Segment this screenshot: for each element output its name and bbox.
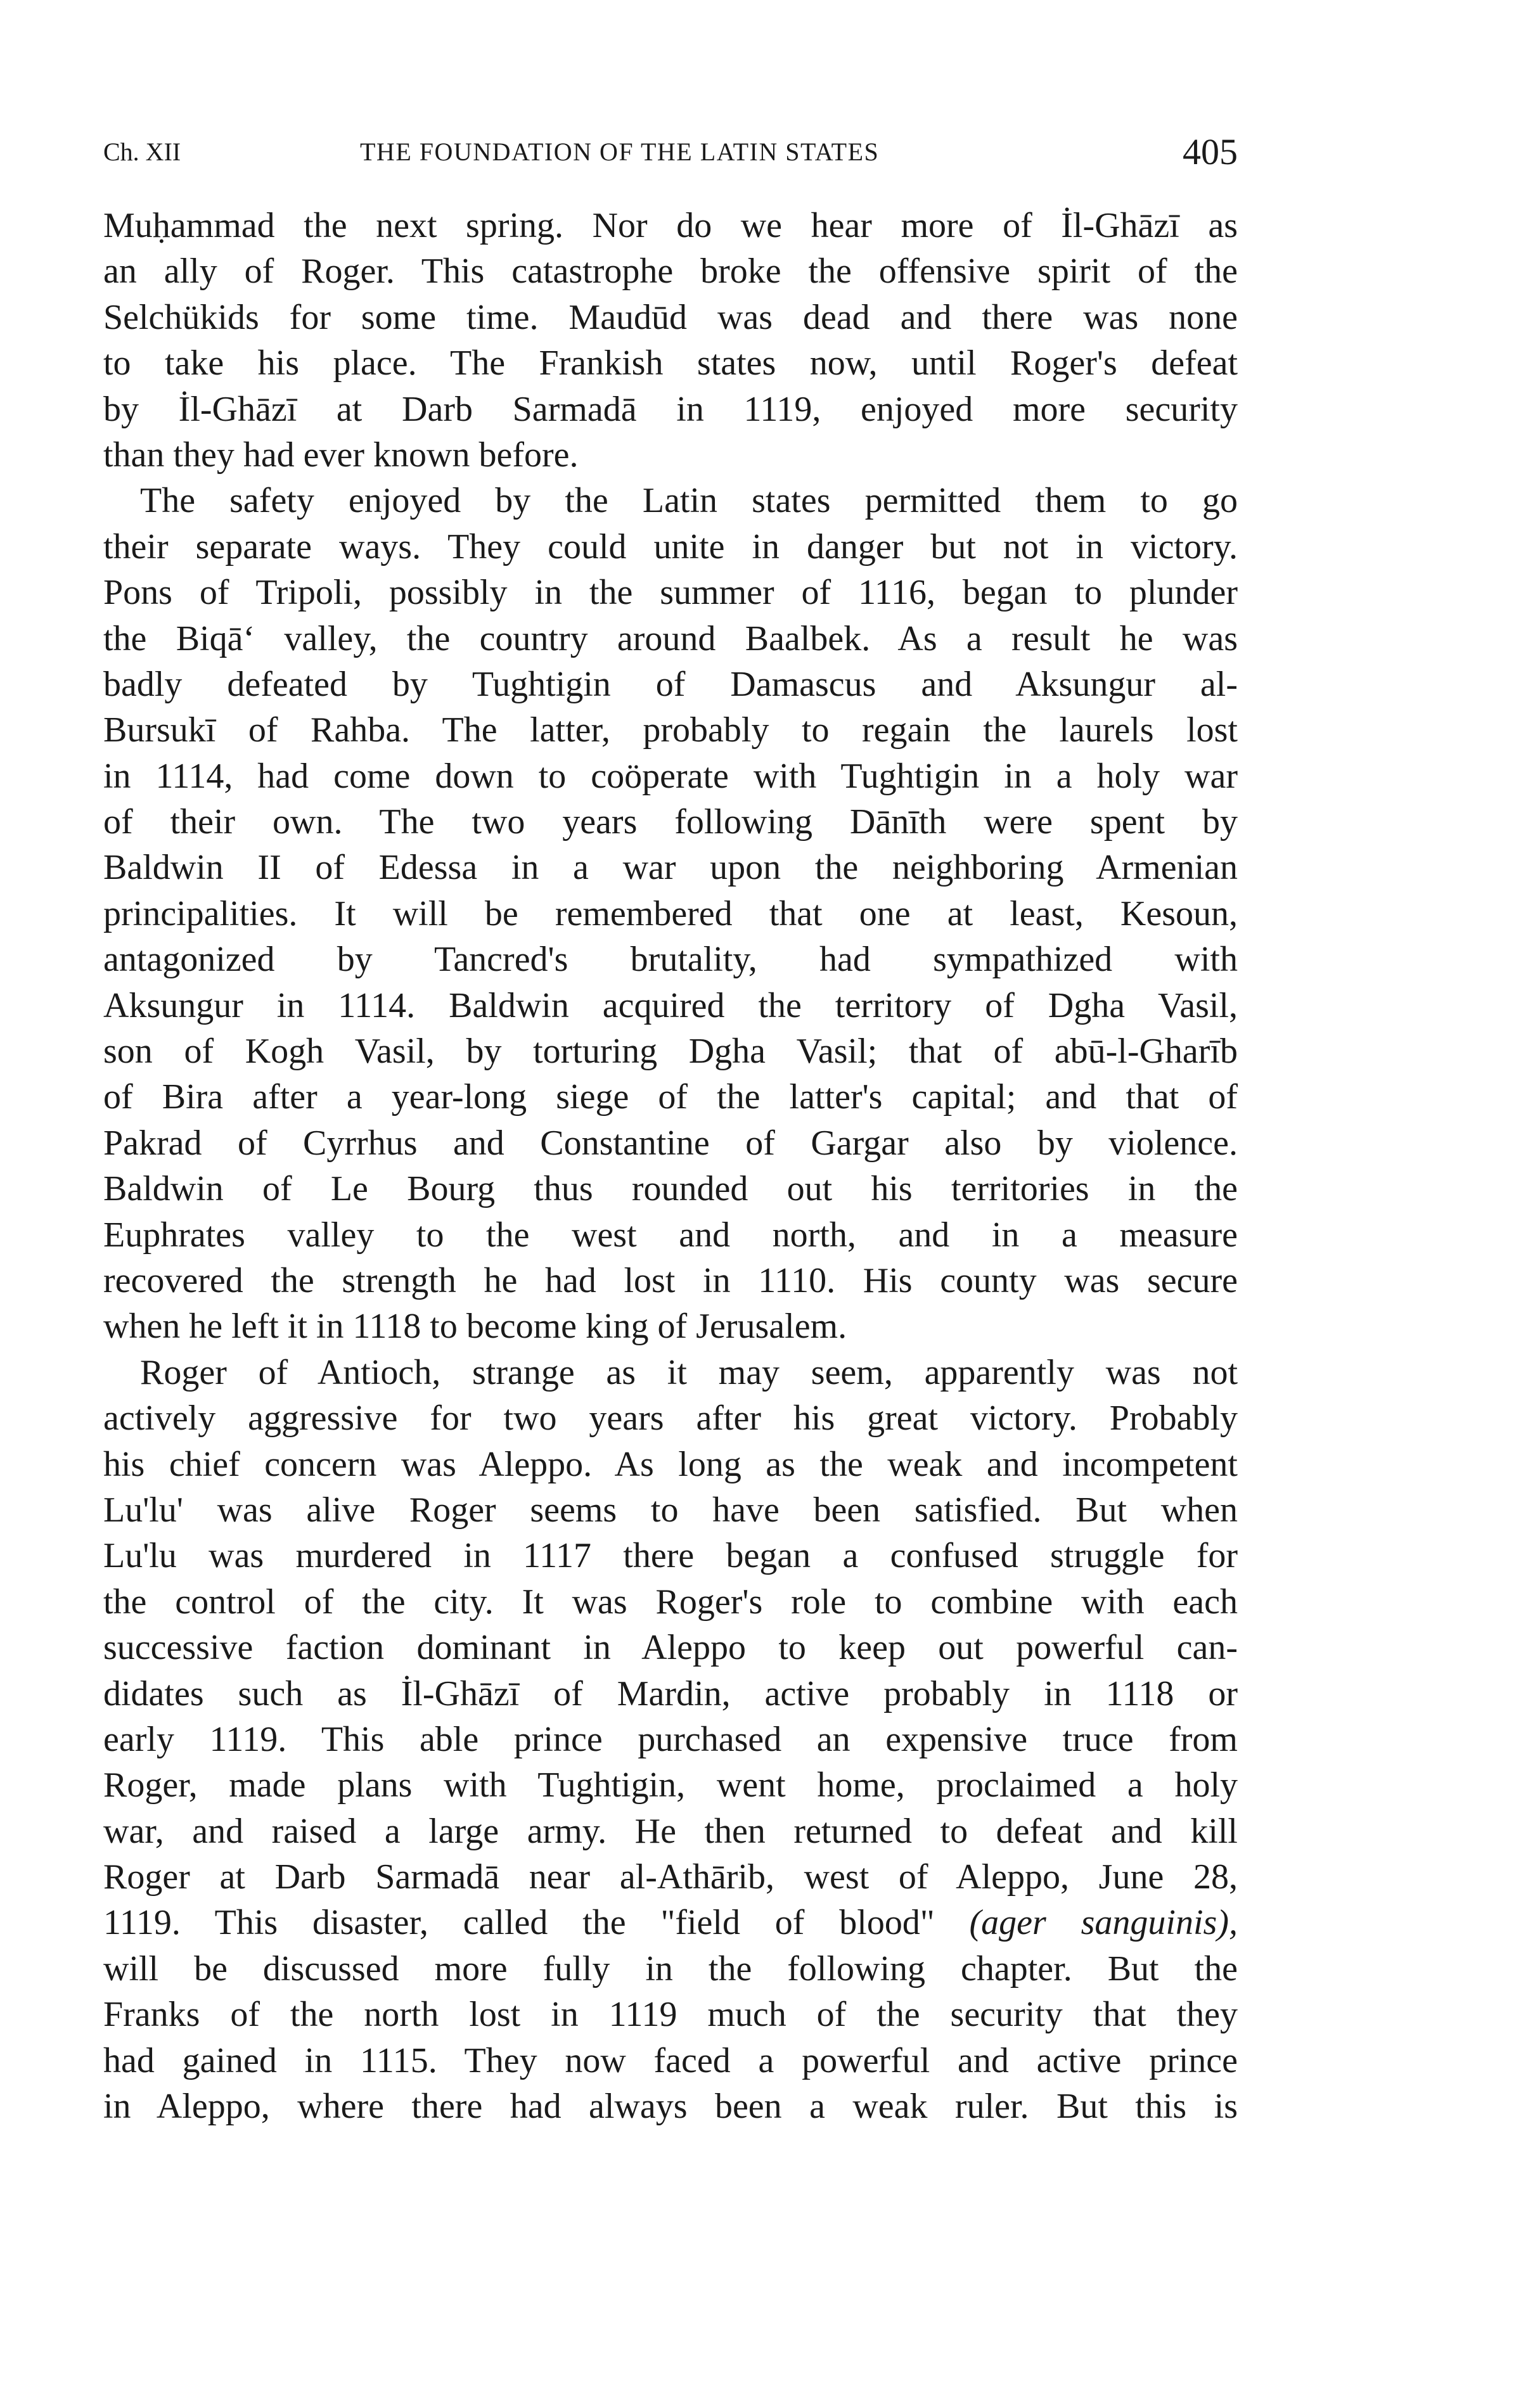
text-line: Baldwin II of Edessa in a war upon the neighboring Armenian xyxy=(103,848,1238,888)
text-line: antagonized by Tancred's brutality, had sympathized with xyxy=(103,940,1238,980)
text-line: Aksungur in 1114. Baldwin acquired the territory of Dgha Vasil, xyxy=(103,985,1238,1025)
text-line: will be discussed more fully in the following chapter. But the xyxy=(103,1949,1238,1989)
text-line: principalities. It will be remembered that one at least, Kesoun, xyxy=(103,893,1238,933)
text-line: Muḥammad the next spring. Nor do we hear more of İl-Ghāzī as xyxy=(103,206,1238,245)
text-line: an ally of Roger. This catastrophe broke the offensive spirit of the xyxy=(103,252,1238,291)
text-line: Selchükids for some time. Maudūd was dead and there was none xyxy=(103,297,1238,337)
text-line: badly defeated by Tughtigin of Damascus and Aksungur al- xyxy=(103,664,1238,704)
latin-phrase: (ager sanguinis), xyxy=(969,1903,1238,1943)
text-line: had gained in 1115. They now faced a powerful and active prince xyxy=(103,2040,1238,2080)
text-line: early 1119. This able prince purchased an expensive truce from xyxy=(103,1719,1238,1759)
text-line: war, and raised a large army. He then returned to defeat and kill xyxy=(103,1811,1238,1851)
running-head xyxy=(103,130,1238,174)
text-line xyxy=(103,1900,1238,1945)
body-text xyxy=(103,203,1238,2129)
page-number: 405 xyxy=(1183,131,1238,172)
text-line: the control of the city. It was Roger's role to combine with each xyxy=(103,1582,1238,1622)
text-line: actively aggressive for two years after his great victory. Probably xyxy=(103,1399,1238,1438)
text-line: in 1114, had come down to coöperate with Tughtigin in a holy war xyxy=(103,756,1238,796)
text-line: Pakrad of Cyrrhus and Constantine of Gargar also by violence. xyxy=(103,1123,1238,1163)
text-line: Roger at Darb Sarmadā near al-Athārib, west of Aleppo, June 28, xyxy=(103,1857,1238,1897)
text-line: Euphrates valley to the west and north, and in a measure xyxy=(103,1215,1238,1255)
text-line: of their own. The two years following Dānīth were spent by xyxy=(103,802,1238,842)
text-line: in Aleppo, where there had always been a weak ruler. But this is xyxy=(103,2087,1238,2127)
text-line: Bursukī of Rahba. The latter, probably to regain the laurels lost xyxy=(103,710,1238,750)
text-line: of Bira after a year-long siege of the latter's capital; and that of xyxy=(103,1077,1238,1117)
chapter-label: Ch. XII xyxy=(103,138,181,166)
text-line: Franks of the north lost in 1119 much of the security that they xyxy=(103,1995,1238,2035)
text-line: Roger, made plans with Tughtigin, went home, proclaimed a holy xyxy=(103,1765,1238,1805)
text-line: when he left it in 1118 to become king of Jerusalem. xyxy=(103,1307,847,1347)
text-line: didates such as İl-Ghāzī of Mardin, active probably in 1118 or xyxy=(103,1674,1238,1713)
running-title: THE FOUNDATION OF THE LATIN STATES xyxy=(360,138,880,166)
text-line: Baldwin of Le Bourg thus rounded out his territories in the xyxy=(103,1169,1238,1209)
text-line: The safety enjoyed by the Latin states permitted them to go xyxy=(140,481,1238,521)
text-line: their separate ways. They could unite in danger but not in victory. xyxy=(103,527,1238,567)
text-line: Pons of Tripoli, possibly in the summer of 1116, began to plunder xyxy=(103,573,1238,613)
text-line: to take his place. The Frankish states now, until Roger's defeat xyxy=(103,343,1238,383)
text-line: Lu'lu was murdered in 1117 there began a confused struggle for xyxy=(103,1536,1238,1576)
text-line: than they had ever known before. xyxy=(103,435,579,475)
text-line: the Biqā‘ valley, the country around Baalbek. As a result he was xyxy=(103,618,1238,658)
text-line: by İl-Ghāzī at Darb Sarmadā in 1119, enjoyed more security xyxy=(103,389,1238,429)
text-line: son of Kogh Vasil, by torturing Dgha Vasil; that of abū-l-Gharīb xyxy=(103,1032,1238,1072)
text-line: recovered the strength he had lost in 1110. His county was secure xyxy=(103,1260,1238,1300)
text-line: his chief concern was Aleppo. As long as the weak and incompetent xyxy=(103,1444,1238,1484)
text-line-start: 1119. This disaster, called the "field of blood" xyxy=(103,1903,970,1943)
text-line: Lu'lu' was alive Roger seems to have been satisfied. But when xyxy=(103,1490,1238,1530)
text-line: successive faction dominant in Aleppo to keep out powerful can- xyxy=(103,1628,1238,1668)
text-line: Roger of Antioch, strange as it may seem, apparently was not xyxy=(140,1352,1238,1392)
